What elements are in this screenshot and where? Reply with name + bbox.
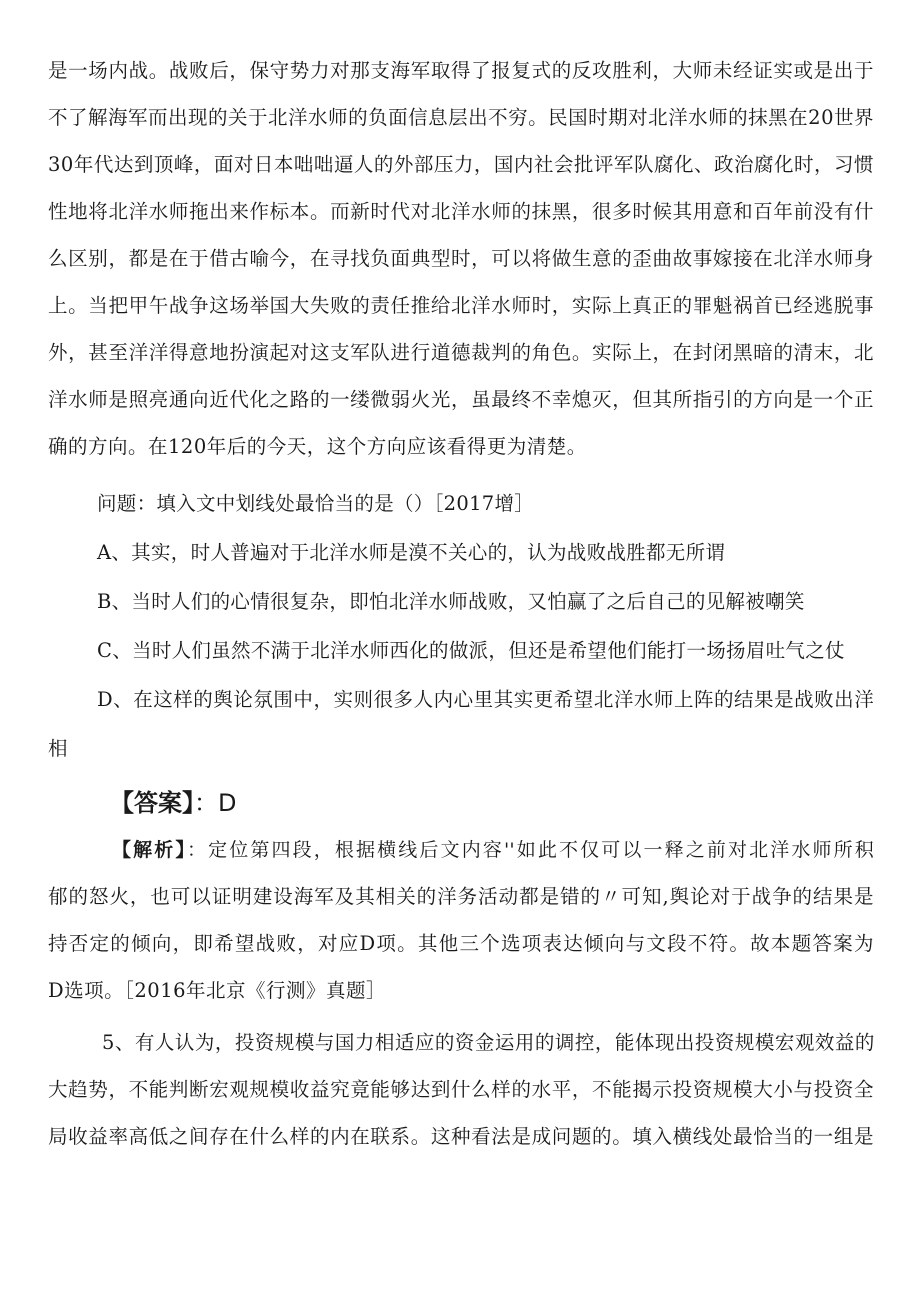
passage-line: 是一场内战。战败后，保守势力对那支海军取得了报复式的反攻胜利，大师未经证实或是出于 — [48, 59, 874, 82]
option-d-wrap: 相 — [48, 737, 69, 760]
passage-line: 确的方向。在120年后的今天，这个方向应该看得更为清楚。 — [48, 435, 587, 458]
passage-line: 外，甚至洋洋得意地扮演起对这支军队进行道德裁判的角色。实际上，在封闭黑暗的清末，北 — [48, 341, 874, 364]
question5-line: 局收益率高低之间存在什么样的内在联系。这种看法是成问题的。填入横线处最恰当的一组是 — [48, 1125, 874, 1148]
passage-line: 么区别，都是在于借古喻今，在寻找负面典型时，可以将做生意的歪曲故事嫁接在北洋水师身 — [48, 247, 874, 270]
analysis-tag: 【解析】 — [112, 839, 188, 861]
passage-line: 洋水师是照亮通向近代化之路的一缕微弱火光，虽最终不幸熄灭，但其所指引的方向是一个正 — [48, 388, 874, 411]
option-c: C、当时人们虽然不满于北洋水师西化的做派，但还是希望他们能打一场扬眉吐气之仗 — [97, 639, 845, 662]
passage-line: 性地将北洋水师拖出来作标本。而新时代对北洋水师的抹黑，很多时候其用意和百年前没有什 — [48, 200, 874, 223]
option-b: B、当时人们的心情很复杂，即怕北洋水师战败，又怕赢了之后自己的见解被嘲笑 — [97, 590, 805, 613]
passage-line: 上。当把甲午战争这场举国大失败的责任推给北洋水师时，实际上真正的罪魁祸首已经逃脱事 — [48, 294, 874, 317]
option-a: A、其实，时人普遍对于北洋水师是漠不关心的，认为战败战胜都无所谓 — [97, 541, 726, 564]
answer-label: 【答案】 — [110, 789, 194, 817]
passage-line: 不了解海军而出现的关于北洋水师的负面信息层出不穷。民国时期对北洋水师的抹黑在20世界 — [48, 106, 874, 129]
passage-line: 30年代达到顶峰，面对日本咄咄逼人的外部压力，国内社会批评军队腐化、政治腐化时，习惯 — [48, 153, 874, 176]
answer-value: ：D — [194, 789, 237, 817]
analysis-first-line — [112, 837, 874, 863]
question5-first-line: 5、有人认为，投资规模与国力相适应的资金运用的调控，能体现出投资规模宏观效益的 — [102, 1031, 875, 1054]
analysis-line: 郁的怒火，也可以证明建设海军及其相关的洋务活动都是错的〃可知,舆论对于战争的结果是 — [48, 885, 874, 908]
question-stem: 问题：填入文中划线处最恰当的是（）［2017增］ — [97, 492, 535, 515]
analysis-text: ：定位第四段，根据横线后文内容''如此不仅可以一释之前对北洋水师所积 — [187, 839, 874, 861]
option-d: D、在这样的舆论氛围中，实则很多人内心里其实更希望北洋水师上阵的结果是战败出洋 — [97, 688, 874, 711]
analysis-line: 持否定的倾向，即希望战败，对应D项。其他三个选项表达倾向与文段不符。故本题答案为 — [48, 932, 874, 955]
analysis-line: D选项。［2016年北京《行测》真题］ — [48, 979, 387, 1002]
question5-line: 大趋势，不能判断宏观规模收益究竟能够达到什么样的水平，不能揭示投资规模大小与投资全 — [48, 1078, 874, 1101]
answer — [110, 786, 236, 820]
